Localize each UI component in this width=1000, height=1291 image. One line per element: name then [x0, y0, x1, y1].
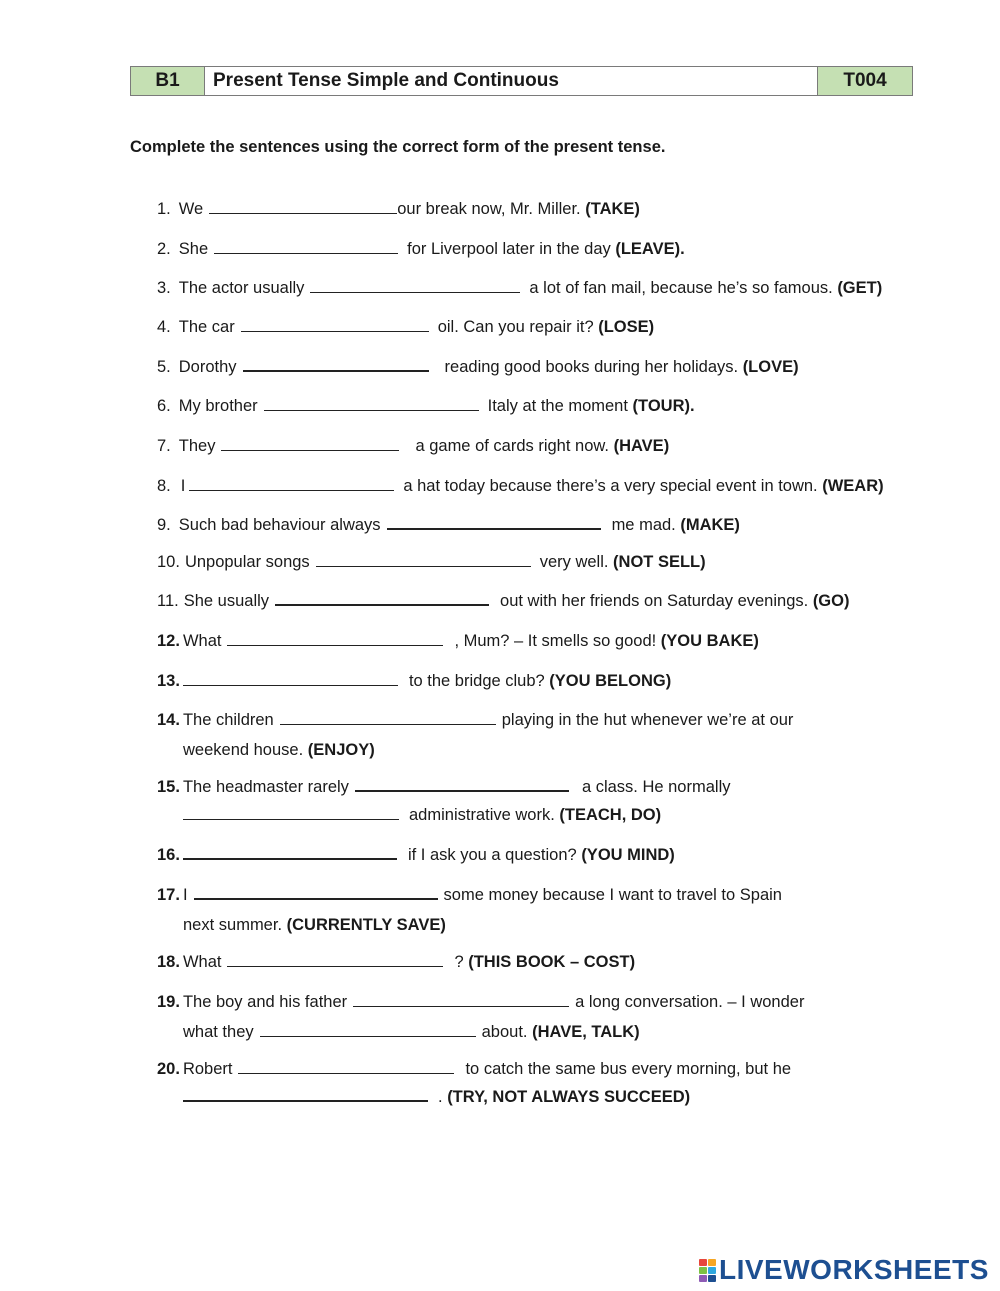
exercise-item: 6. My brother Italy at the moment (TOUR).: [157, 397, 695, 415]
exercise-item: 3. The actor usually a lot of fan mail, because he’s so famous. (GET): [157, 279, 883, 297]
level-cell: B1: [131, 67, 205, 95]
answer-blank[interactable]: [260, 1035, 476, 1037]
exercise-item: 20. Robert to catch the same bus every morning, but he: [157, 1060, 792, 1078]
exercise-item: 4. The car oil. Can you repair it? (LOSE): [157, 318, 655, 336]
exercise-item: 16. if I ask you a question? (YOU MIND): [157, 846, 675, 864]
exercise-item: 2. She for Liverpool later in the day (LEAVE).: [157, 240, 685, 258]
code-cell: T004: [818, 67, 912, 95]
exercise-item: 17. I some money because I want to travel to Spain: [157, 886, 782, 904]
exercise-item-continuation: what they about. (HAVE, TALK): [183, 1023, 640, 1041]
answer-blank[interactable]: [183, 684, 398, 686]
answer-blank[interactable]: [183, 818, 399, 820]
logo-text: LIVEWORKSHEETS: [719, 1254, 989, 1285]
liveworksheets-logo: [699, 1256, 989, 1284]
answer-blank[interactable]: [275, 603, 489, 606]
exercise-item: 18. What ? (THIS BOOK – COST): [157, 953, 636, 971]
exercise-item: 11. She usually out with her friends on Saturday evenings. (GO): [157, 592, 850, 610]
answer-blank[interactable]: [227, 644, 443, 646]
answer-blank[interactable]: [221, 449, 399, 451]
answer-blank[interactable]: [387, 527, 601, 530]
exercise-item: 9. Such bad behaviour always me mad. (MAKE): [157, 516, 740, 534]
answer-blank[interactable]: [243, 369, 429, 372]
answer-blank[interactable]: [194, 897, 438, 900]
answer-blank[interactable]: [316, 565, 531, 567]
answer-blank[interactable]: [310, 291, 520, 293]
answer-blank[interactable]: [209, 212, 397, 214]
exercise-item-continuation: administrative work. (TEACH, DO): [183, 806, 661, 825]
answer-blank[interactable]: [241, 330, 429, 332]
answer-blank[interactable]: [189, 489, 394, 491]
exercise-item: 19. The boy and his father a long conversation. – I wonder: [157, 993, 805, 1011]
exercise-item: 5. Dorothy reading good books during her holidays. (LOVE): [157, 358, 799, 376]
exercise-item: 1. We our break now, Mr. Miller. (TAKE): [157, 200, 640, 218]
exercise-item: 15. The headmaster rarely a class. He normally: [157, 778, 731, 796]
exercise-item-continuation: . (TRY, NOT ALWAYS SUCCEED): [183, 1088, 690, 1107]
instructions: Complete the sentences using the correct form of the present tense.: [130, 138, 666, 156]
answer-blank[interactable]: [280, 723, 496, 725]
answer-blank[interactable]: [183, 1099, 428, 1102]
answer-blank[interactable]: [264, 409, 479, 411]
answer-blank[interactable]: [214, 252, 398, 254]
exercise-item: 14. The children playing in the hut whenever we’re at our: [157, 711, 794, 729]
title-cell: Present Tense Simple and Continuous: [205, 67, 818, 95]
exercise-item: 10. Unpopular songs very well. (NOT SELL): [157, 553, 706, 571]
exercise-item: 13. to the bridge club? (YOU BELONG): [157, 672, 672, 690]
exercise-item: 8. I a hat today because there’s a very special event in town. (WEAR): [157, 477, 884, 495]
answer-blank[interactable]: [355, 789, 569, 792]
exercise-item-continuation: next summer. (CURRENTLY SAVE): [183, 916, 446, 934]
liveworksheets-icon: [699, 1259, 716, 1282]
exercise-item-continuation: weekend house. (ENJOY): [183, 741, 375, 759]
exercise-item: 7. They a game of cards right now. (HAVE): [157, 437, 670, 455]
answer-blank[interactable]: [227, 965, 443, 967]
exercise-item: 12. What , Mum? – It smells so good! (YOU BAKE): [157, 632, 759, 650]
answer-blank[interactable]: [238, 1072, 454, 1074]
answer-blank[interactable]: [183, 857, 397, 860]
answer-blank[interactable]: [353, 1005, 569, 1007]
worksheet-header: [130, 66, 913, 96]
